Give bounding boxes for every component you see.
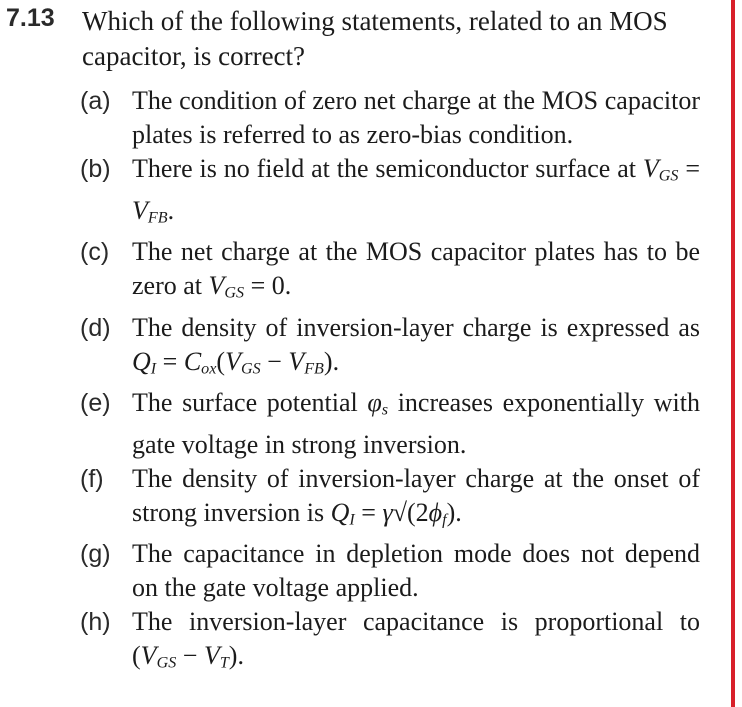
option-label: (h): [80, 608, 111, 637]
option-label: (e): [80, 389, 111, 418]
option-c: [0, 235, 742, 311]
option-text: The density of inversion-layer charge is expressed as $Q_I = C_{ox}(V_{GS} - V_{FB})$.: [132, 312, 700, 378]
question-stem: Which of the following statements, related to an MOS capacitor, is correct?: [82, 6, 668, 71]
option-text: The capacitance in depletion mode does not depend on the gate voltage applied.: [132, 539, 700, 603]
option-label: (b): [80, 155, 111, 183]
option-e: [0, 386, 742, 462]
option-b: [0, 152, 742, 235]
option-f: [0, 462, 742, 538]
option-d: [0, 311, 742, 387]
question-number: 7.13: [6, 4, 55, 32]
option-label: (d): [80, 313, 111, 342]
option-text: The condition of zero net charge at the MOS capacitor plates is referred to as zero-bias condition.: [132, 86, 700, 149]
option-label: (a): [80, 87, 111, 115]
option-h: [0, 605, 742, 681]
option-label: (c): [80, 238, 110, 267]
options-list: [0, 84, 742, 681]
option-label: (f): [80, 464, 104, 493]
option-label: (g): [80, 540, 111, 569]
option-text: The inversion-layer capacitance is proportional to $(V_{GS} - V_T)$.: [132, 607, 700, 672]
option-g: [0, 537, 742, 605]
option-text: The density of inversion-layer charge at the onset of strong inversion is $Q_I = \gamma√(2\phi_f)$.: [132, 463, 700, 529]
option-a: [0, 84, 742, 152]
option-text: The surface potential $\varphi_s$ increases exponentially with gate voltage in strong inversion.: [132, 388, 700, 459]
option-text: There is no field at the semiconductor surface at $V_{GS} = V_{FB}$.: [132, 154, 700, 227]
option-text: The net charge at the MOS capacitor plates has to be zero at $V_{GS} = 0$.: [132, 237, 700, 302]
